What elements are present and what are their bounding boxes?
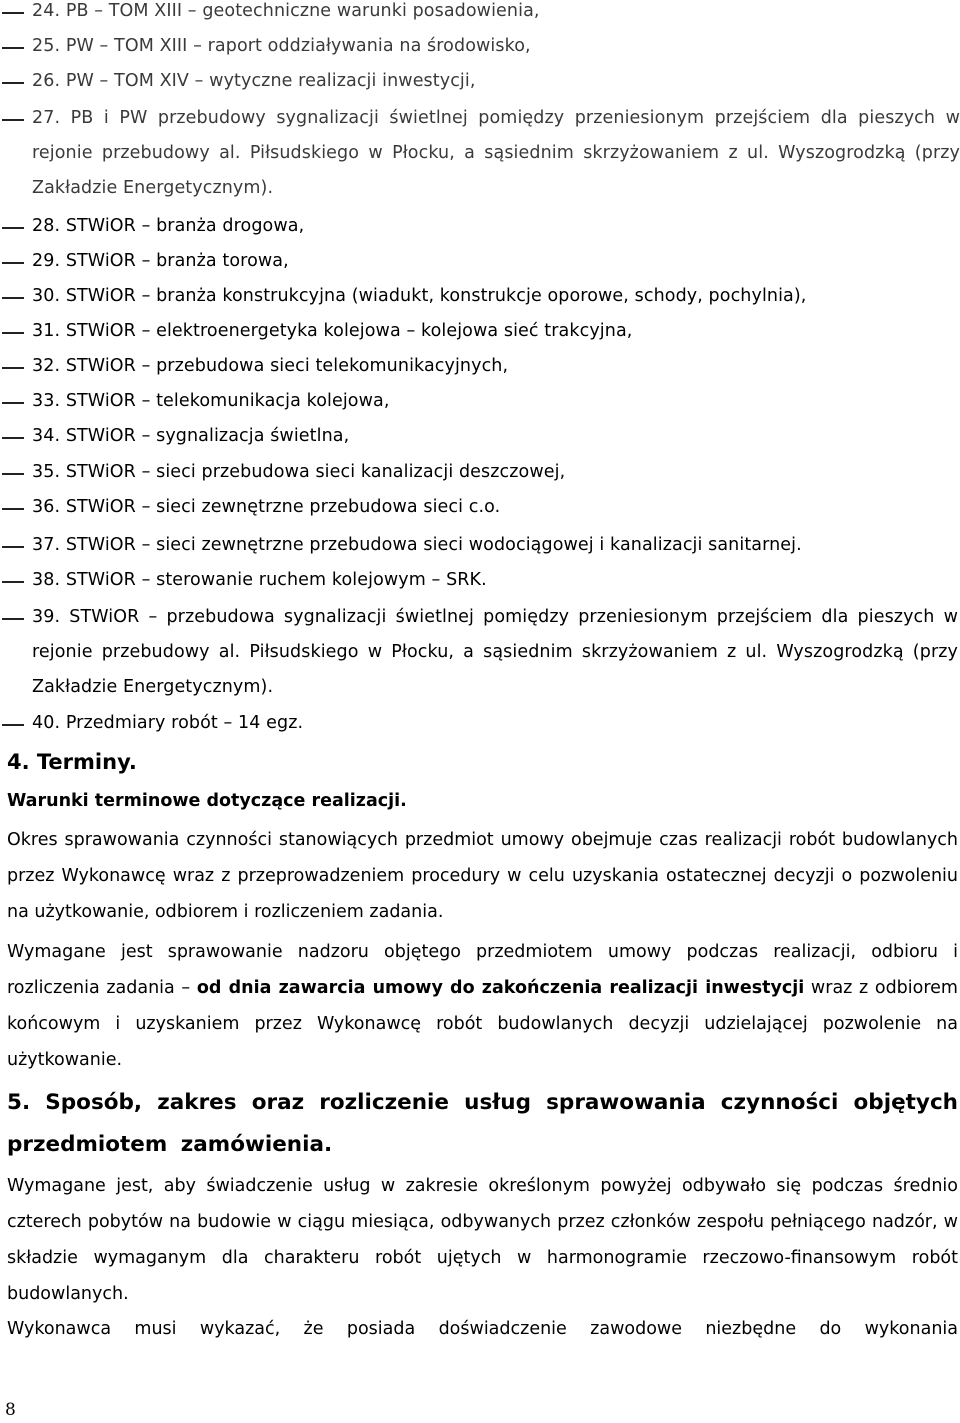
list-item [0, 29, 960, 64]
list-item [0, 314, 960, 349]
item-number: 27. [32, 108, 61, 128]
item-text: PB – TOM XIII – geotechniczne warunki posadowienia, [65, 1, 540, 21]
section-4-subheading: Warunki terminowe dotyczące realizacji. [7, 791, 407, 811]
item-number: 30. [32, 286, 61, 306]
item-number: 35. [32, 462, 61, 482]
list-item [0, 244, 960, 279]
item-text: PW – TOM XIII – raport oddziaływania na środowisko, [65, 36, 531, 56]
item-text: STWiOR – branża torowa, [65, 251, 289, 271]
list-item [0, 101, 960, 206]
item-text: STWiOR – telekomunikacja kolejowa, [65, 391, 390, 411]
item-number: 40. [32, 713, 61, 733]
item-number: 39. [32, 607, 61, 627]
item-text: Przedmiary robót – 14 egz. [65, 713, 304, 733]
list-item [0, 209, 960, 244]
paragraph-bold-text: od dnia zawarcia umowy do zakończenia realizacji inwestycji [196, 978, 805, 998]
item-text: STWiOR – przebudowa sieci telekomunikacyjnych, [65, 356, 509, 376]
section-4-heading: 4. Terminy. [7, 750, 137, 774]
list-item [0, 563, 960, 598]
list-item [0, 455, 960, 490]
item-number: 24. [32, 1, 61, 21]
item-text: STWiOR – sieci zewnętrzne przebudowa sieci c.o. [65, 497, 501, 517]
item-text: STWiOR – branża konstrukcyjna (wiadukt, konstrukcje oporowe, schody, pochylnia), [65, 286, 807, 306]
item-number: 25. [32, 36, 61, 56]
item-text: STWiOR – przebudowa sygnalizacji świetlnej pomiędzy przeniesionym przejściem dla pieszych w rejonie przebudowy al. Piłsudskiego w Płocku, a sąsiednim skrzyżowaniem z ul. Wyszogrodzką (przy Zakładzie Energetycznym). [32, 607, 958, 697]
item-text: STWiOR – branża drogowa, [65, 216, 305, 236]
list-item [0, 419, 960, 454]
list-item [0, 64, 960, 99]
list-item [0, 349, 960, 384]
item-text: STWiOR – sieci przebudowa sieci kanalizacji deszczowej, [65, 462, 566, 482]
item-number: 38. [32, 570, 61, 590]
item-text: PB i PW przebudowy sygnalizacji świetlnej pomiędzy przeniesionym przejściem dla pieszych w rejonie przebudowy al. Piłsudskiego w Płocku, a sąsiednim skrzyżowaniem z ul. Wyszogrodzką (przy Zakładzie Energetycznym). [32, 108, 960, 198]
item-text: PW – TOM XIV – wytyczne realizacji inwestycji, [65, 71, 476, 91]
list-item [0, 279, 960, 314]
item-number: 31. [32, 321, 61, 341]
paragraph-text: wraz z odbiorem końcowym i uzyskaniem przez Wykonawcę robót budowlanych decyzji udzielającej pozwolenie na użytkowanie. [7, 978, 958, 1070]
item-number: 29. [32, 251, 61, 271]
list-item [0, 528, 960, 563]
item-text: STWiOR – sieci zewnętrzne przebudowa sieci wodociągowej i kanalizacji sanitarnej. [65, 535, 802, 555]
list-item [0, 490, 960, 525]
section-5-paragraph-2: Wykonawca musi wykazać, że posiada doświadczenie zawodowe niezbędne do wykonania [7, 1319, 958, 1339]
item-number: 34. [32, 426, 61, 446]
item-text: STWiOR – elektroenergetyka kolejowa – kolejowa sieć trakcyjna, [65, 321, 633, 341]
list-item [0, 706, 960, 741]
paragraph-text: Wymagane jest sprawowanie nadzoru objętego przedmiotem umowy podczas realizacji, odbioru i rozliczenia zadania – [7, 942, 958, 998]
item-number: 36. [32, 497, 61, 517]
list-item [0, 0, 960, 29]
page-number: 8 [5, 1400, 16, 1420]
section-5-paragraph-1: Wymagane jest, aby świadczenie usług w zakresie określonym powyżej odbywało się podczas średnio czterech pobytów na budowie w ciągu miesiąca, odbywanych przez członków zespołu pełniącego nadzór, w składzie wymaganym dla charakteru robót ujętych w harmonogramie rzeczowo-finansowym robót budowlanych. [7, 1176, 958, 1304]
item-text: STWiOR – sygnalizacja świetlna, [65, 426, 350, 446]
item-number: 26. [32, 71, 61, 91]
section-4-paragraph-1: Okres sprawowania czynności stanowiących przedmiot umowy obejmuje czas realizacji robót budowlanych przez Wykonawcę wraz z przeprowadzeniem procedury w celu uzyskania ostatecznej decyzji o pozwoleniu na użytkowanie, odbiorem i rozliczeniem zadania. [7, 830, 958, 922]
list-item [0, 384, 960, 419]
item-number: 32. [32, 356, 61, 376]
section-5-heading: 5. Sposób, zakres oraz rozliczenie usług sprawowania czynności objętych przedmiotem zamówienia. [7, 1090, 958, 1157]
item-text: STWiOR – sterowanie ruchem kolejowym – SRK. [65, 570, 487, 590]
list-item [0, 600, 960, 705]
item-number: 33. [32, 391, 61, 411]
item-number: 28. [32, 216, 61, 236]
item-number: 37. [32, 535, 61, 555]
section-4-paragraph-2 [7, 934, 958, 1078]
